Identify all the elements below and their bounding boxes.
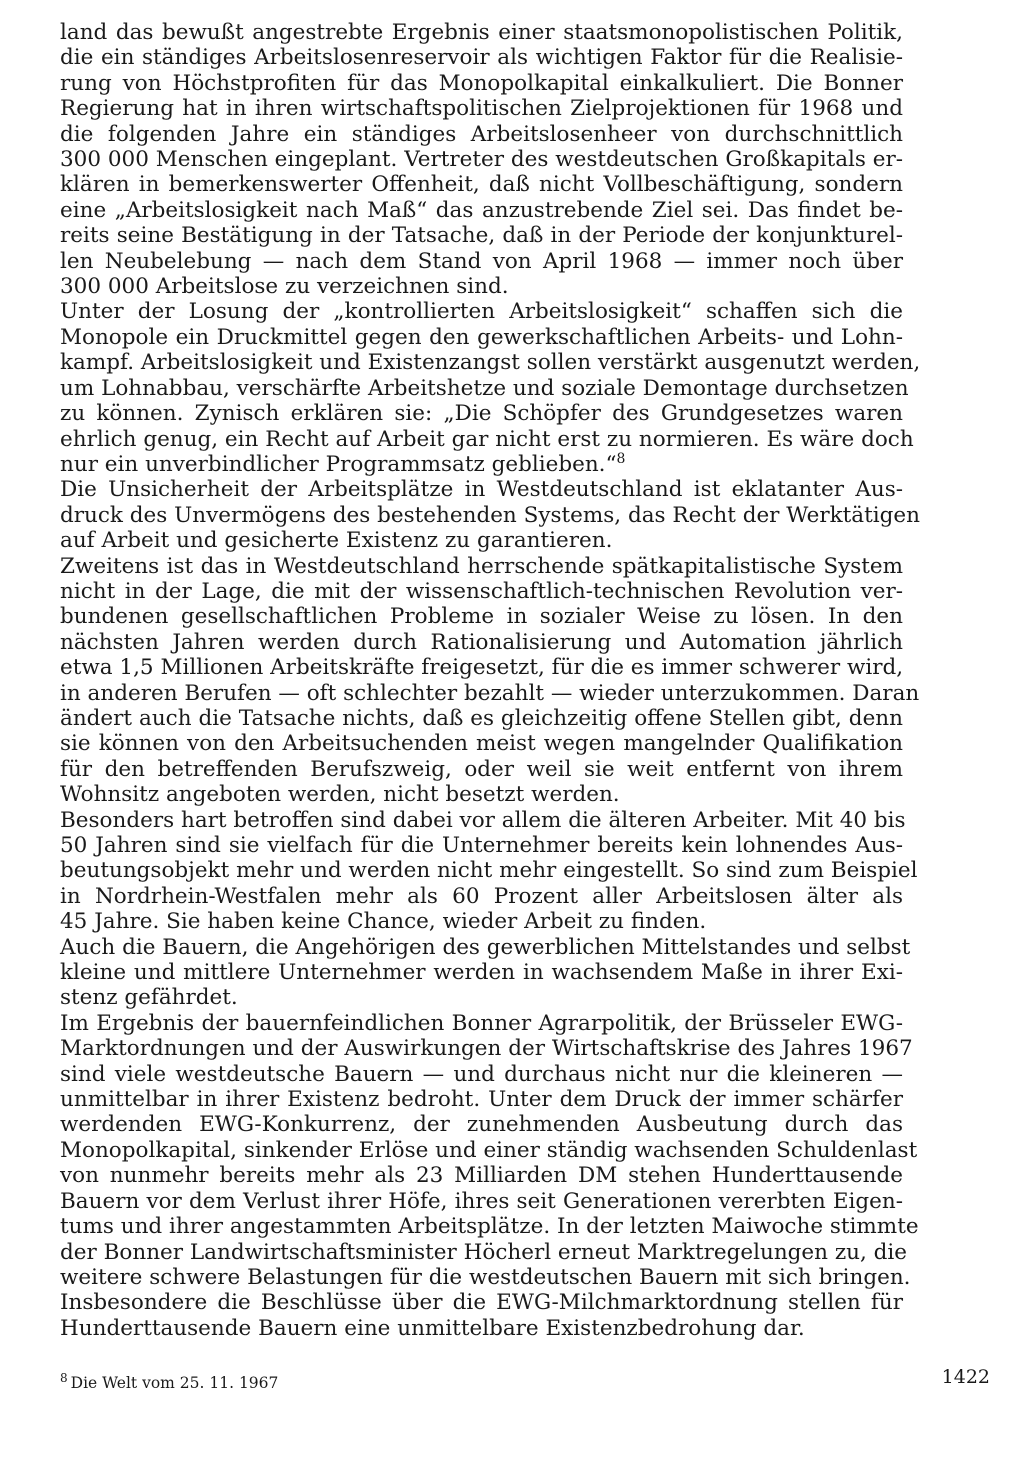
text-line-content: um Lohnabbau, verschärfte Arbeitshetze und soziale Demontage durchsetzen: [60, 375, 909, 401]
text-line: [60, 731, 903, 756]
text-line: [60, 122, 903, 147]
text-line: [60, 579, 903, 604]
text-line-content: für den betreffenden Berufszweig, oder weil sie weit entfernt von ihrem: [60, 756, 903, 782]
text-line: [60, 147, 903, 172]
text-line: [60, 706, 903, 731]
text-line-content: nur ein unverbindlicher Programmsatz geblieben.“: [60, 451, 617, 477]
text-line: [60, 249, 903, 274]
text-line-content: 300 000 Arbeitslose zu verzeichnen sind.: [60, 274, 509, 300]
footnote-reference: 8: [616, 450, 626, 467]
text-line-content: in Nordrhein-Westfalen mehr als 60 Prozent aller Arbeitslosen älter als: [60, 883, 903, 909]
text-line: [60, 528, 903, 553]
page-number: 1422: [941, 1366, 990, 1388]
text-line: [60, 1189, 903, 1214]
text-line: [60, 604, 903, 629]
text-line-content: Die Unsicherheit der Arbeitsplätze in Westdeutschland ist eklatanter Aus-: [60, 477, 903, 503]
text-line-content: werdenden EWG-Konkurrenz, der zunehmenden Ausbeutung durch das: [60, 1112, 903, 1138]
paragraph: [60, 20, 903, 299]
text-line: [60, 1011, 903, 1036]
text-line-content: Insbesondere die Beschlüsse über die EWG-Milchmarktordnung stellen für: [60, 1290, 903, 1316]
text-line-content: klären in bemerkenswerter Offenheit, daß nicht Vollbeschäftigung, sondern: [60, 172, 903, 198]
text-line-content: len Neubelebung — nach dem Stand von April 1968 — immer noch über: [60, 248, 903, 274]
text-line-content: 50 Jahren sind sie vielfach für die Unternehmer bereits kein lohnendes Aus-: [60, 833, 903, 858]
text-line-content: Hunderttausende Bauern eine unmittelbare Existenzbedrohung dar.: [60, 1315, 805, 1341]
text-line: [60, 1163, 903, 1188]
text-line-content: die ein ständiges Arbeitslosenreservoir als wichtigen Faktor für die Realisie-: [60, 45, 903, 71]
text-line-content: Besonders hart betroffen sind dabei vor allem die älteren Arbeiter. Mit 40 bis: [60, 807, 906, 833]
text-line-content: sie können von den Arbeitsuchenden meist wegen mangelnder Qualifikation: [60, 731, 903, 757]
text-line-content: 45 Jahre. Sie haben keine Chance, wieder Arbeit zu finden.: [60, 909, 707, 935]
text-line-content: weitere schwere Belastungen für die westdeutschen Bauern mit sich bringen.: [60, 1264, 911, 1290]
text-line-content: die folgenden Jahre ein ständiges Arbeitslosenheer von durchschnittlich: [60, 121, 903, 147]
text-line-content: 300 000 Menschen eingeplant. Vertreter des westdeutschen Großkapitals er-: [60, 147, 904, 173]
text-line: [60, 985, 903, 1010]
text-line-content: in anderen Berufen — oft schlechter bezahlt — wieder unterzukommen. Daran: [60, 680, 920, 706]
text-line: [60, 782, 903, 807]
text-line: [60, 426, 914, 452]
text-line-content: ändert auch die Tatsache nichts, daß es gleichzeitig offene Stellen gibt, denn: [60, 705, 903, 731]
text-line: [60, 1290, 903, 1315]
text-line-content: bundenen gesellschaftlichen Probleme in sozialer Weise zu lösen. In den: [60, 604, 903, 630]
text-line: [60, 858, 918, 884]
text-line-content: von nunmehr bereits mehr als 23 Milliarden DM stehen Hunderttausende: [60, 1163, 903, 1189]
text-line-content: Regierung hat in ihren wirtschaftspolitischen Zielprojektionen für 1968 und: [60, 96, 903, 122]
paragraph: [60, 934, 911, 1011]
text-line-content: Monopolkapital, sinkender Erlöse und einer ständig wachsenden Schuldenlast: [60, 1137, 918, 1163]
text-line: [60, 554, 903, 579]
text-line-content: Im Ergebnis der bauernfeindlichen Bonner Agrarpolitik, der Brüsseler EWG-: [60, 1010, 903, 1036]
text-line: [60, 757, 903, 782]
text-line-content: nicht in der Lage, die mit der wissenschaftlich-technischen Revolution ver-: [60, 578, 903, 604]
text-line-content: reits seine Bestätigung in der Tatsache, daß in der Periode der konjunkturel-: [60, 223, 903, 249]
text-line-content: sind viele westdeutsche Bauern — und durchaus nicht nur die kleineren —: [60, 1061, 903, 1087]
text-line: [60, 630, 903, 655]
text-line-content: Bauern vor dem Verlust ihrer Höfe, ihres seit Generationen vererbten Eigen-: [60, 1188, 903, 1214]
paragraph: [60, 1010, 919, 1341]
text-line: [60, 274, 903, 299]
footnote-text: Die Welt vom 25. 11. 1967: [70, 1374, 279, 1392]
paragraph: [60, 477, 920, 554]
text-line: [60, 452, 903, 477]
text-line: [60, 833, 903, 858]
text-line: [60, 1239, 908, 1265]
text-line-content: stenz gefährdet.: [60, 985, 238, 1011]
body-text: [60, 20, 921, 1341]
text-line-content: land das bewußt angestrebte Ergebnis einer staatsmonopolistischen Politik,: [60, 20, 903, 45]
text-line: [60, 172, 903, 197]
text-line: [60, 1062, 903, 1087]
text-line: [60, 1137, 918, 1163]
text-line: [60, 884, 903, 909]
text-line: [60, 1316, 903, 1341]
text-line: [60, 223, 903, 248]
text-line: [60, 1214, 919, 1240]
text-line: [60, 20, 903, 45]
text-line: [60, 1087, 903, 1112]
text-line-content: kampf. Arbeitslosigkeit und Existenzangst sollen verstärkt ausgenutzt werden,: [60, 350, 921, 376]
text-line: [60, 1036, 913, 1062]
text-line-content: beutungsobjekt mehr und werden nicht mehr eingestellt. So sind zum Beispiel: [60, 858, 918, 884]
text-line-content: nächsten Jahren werden durch Rationalisierung und Automation jährlich: [60, 629, 903, 655]
text-line-content: druck des Unvermögens des bestehenden Systems, das Recht der Werktätigen: [60, 502, 920, 528]
text-line-content: Unter der Losung der „kontrollierten Arbeitslosigkeit“ schaffen sich die: [60, 299, 903, 325]
text-line: [60, 655, 903, 680]
text-line: [60, 45, 903, 70]
text-line-content: der Bonner Landwirtschaftsminister Höcherl erneut Marktregelungen zu, die: [60, 1239, 908, 1265]
text-line: [60, 1264, 911, 1290]
text-line: [60, 350, 921, 376]
text-line: [60, 1112, 903, 1137]
text-line: [60, 71, 903, 96]
text-line-content: eine „Arbeitslosigkeit nach Maß“ das anzustrebende Ziel sei. Das findet be-: [60, 197, 903, 223]
text-line: [60, 96, 903, 121]
footnote: [60, 1370, 279, 1393]
text-line: [60, 680, 920, 706]
paragraph: [60, 807, 918, 935]
text-line-content: Auch die Bauern, die Angehörigen des gewerblichen Mittelstandes und selbst: [60, 934, 911, 960]
text-line: [60, 401, 903, 426]
text-line-content: zu können. Zynisch erklären sie: „Die Schöpfer des Grundgesetzes waren: [60, 401, 903, 427]
text-line-content: unmittelbar in ihrer Existenz bedroht. Unter dem Druck der immer schärfer: [60, 1087, 903, 1113]
footnote-number: 8: [60, 1370, 68, 1385]
text-line: [60, 960, 903, 985]
text-line-content: auf Arbeit und gesicherte Existenz zu garantieren.: [60, 528, 613, 554]
paragraph: [60, 299, 921, 477]
text-line-content: Zweitens ist das in Westdeutschland herrschende spätkapitalistische System: [60, 553, 903, 579]
paragraph: [60, 553, 920, 808]
text-line: [60, 934, 911, 960]
text-line: [60, 477, 903, 502]
text-line-content: tums und ihrer angestammten Arbeitsplätze. In der letzten Maiwoche stimmte: [60, 1214, 919, 1240]
text-line: [60, 909, 903, 934]
text-line-content: etwa 1,5 Millionen Arbeitskräfte freigesetzt, für die es immer schwerer wird,: [60, 655, 904, 681]
text-line-content: kleine und mittlere Unternehmer werden in wachsendem Maße in ihrer Exi-: [60, 960, 903, 986]
text-line: [60, 375, 909, 401]
text-line-content: Marktordnungen und der Auswirkungen der Wirtschaftskrise des Jahres 1967: [60, 1036, 913, 1062]
text-line: [60, 807, 906, 833]
text-line: [60, 502, 920, 528]
text-line-content: rung von Höchstprofiten für das Monopolkapital einkalkuliert. Die Bonner: [60, 70, 903, 96]
text-line: [60, 325, 903, 350]
text-line-content: Wohnsitz angeboten werden, nicht besetzt werden.: [60, 782, 620, 808]
text-line: [60, 299, 903, 324]
text-line-content: ehrlich genug, ein Recht auf Arbeit gar nicht erst zu normieren. Es wäre doch: [60, 426, 914, 452]
text-line: [60, 198, 903, 223]
text-line-content: Monopole ein Druckmittel gegen den gewerkschaftlichen Arbeits- und Lohn-: [60, 324, 903, 350]
